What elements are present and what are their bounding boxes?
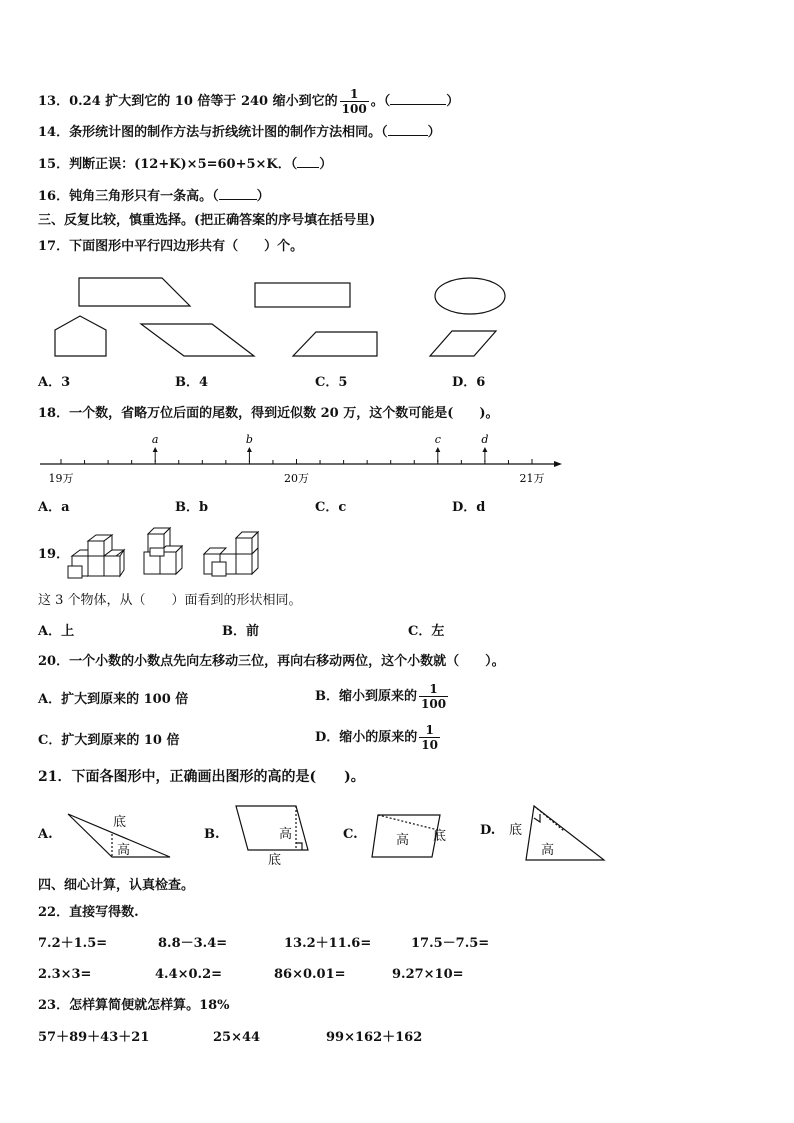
q20-option-d-fraction: $\frac{1}{10}$ [421, 723, 438, 752]
q21-label-d[interactable]: D. [480, 823, 496, 838]
q17-option-a[interactable]: A．3 [38, 375, 71, 390]
question-13: 13．0.24 扩大到它的 10 倍等于 240 缩小到它的 $\frac{1}{100}$ 。（ ） [38, 87, 460, 116]
question-17: 17．下面图形中平行四边形共有（ ）个。 [38, 239, 304, 254]
question-20: 20．一个小数的小数点先向左移动三位，再向右移动两位，这个小数就（ ）。 [38, 654, 505, 669]
q23-item-2: 25×44 [213, 1030, 261, 1045]
q13-text: 13．0.24 扩大到它的 10 倍等于 240 缩小到它的 [38, 94, 338, 109]
marker-a-label: a [151, 433, 159, 446]
axis-label: 19万 [48, 472, 74, 485]
axis-label: 20万 [284, 472, 309, 485]
q21-d-base-label: 底 [509, 823, 523, 838]
q19-option-a[interactable]: A．上 [38, 624, 75, 639]
q21-b-height-label: 高 [279, 827, 293, 842]
q18-option-a[interactable]: A．a [38, 500, 70, 515]
q20-option-c[interactable]: C．扩大到原来的 10 倍 [38, 733, 180, 748]
q21-b-base-label: 底 [268, 853, 282, 868]
q18-option-d[interactable]: D．d [452, 500, 486, 515]
q21-label-a[interactable]: A. [38, 827, 53, 842]
section-4-heading: 四、细心计算，认真检查。 [38, 878, 195, 893]
axis-label: 21万 [519, 472, 545, 485]
q20-option-d[interactable]: D．缩小的原来的 $\frac{1}{10}$ [315, 723, 438, 752]
q17-option-b[interactable]: B．4 [175, 375, 209, 390]
q21-label-c[interactable]: C. [343, 827, 358, 842]
q19-option-c[interactable]: C．左 [408, 624, 445, 639]
marker-d-label: d [481, 433, 489, 446]
q22-r2-c3: 86×0.01= [274, 967, 346, 982]
q21-d-height-label: 高 [541, 843, 555, 858]
q21-figure-d-triangle [526, 806, 604, 860]
q22-r1-c4: 17.5－7.5= [411, 936, 490, 951]
q21-a-base-label: 底 [113, 815, 127, 830]
q20-option-b-fraction: $\frac{1}{100}$ [421, 682, 447, 711]
marker-b-label: b [245, 433, 253, 446]
q23-item-3: 99×162＋162 [326, 1030, 423, 1045]
q20-option-b[interactable]: B．缩小到原来的 $\frac{1}{100}$ [315, 682, 447, 711]
q18-option-b[interactable]: B．b [175, 500, 209, 515]
q22-r1-c2: 8.8－3.4= [158, 936, 228, 951]
q21-c-height-label: 高 [396, 833, 410, 848]
q22-r1-c3: 13.2＋11.6= [284, 936, 372, 951]
question-15: 15．判断正误：(12+K)×5=60+5×K．（ ） [38, 157, 333, 172]
question-19-text: 这 3 个物体，从（ ）面看到的形状相同。 [38, 593, 302, 608]
question-19-number: 19． [38, 547, 70, 562]
q21-label-b[interactable]: B. [204, 827, 220, 842]
q22-r2-c2: 4.4×0.2= [155, 967, 223, 982]
q22-r2-c1: 2.3×3= [38, 967, 92, 982]
section-3-heading: 三、反复比较，慎重选择。(把正确答案的序号填在括号里) [38, 213, 376, 228]
question-23: 23．怎样算简便就怎样算。18% [38, 998, 230, 1013]
question-18: 18．一个数，省略万位后面的尾数，得到近似数 20 万，这个数可能是( )。 [38, 406, 499, 421]
q18-option-c[interactable]: C．c [315, 500, 347, 515]
marker-c-label: c [434, 433, 441, 446]
q23-item-1: 57＋89＋43＋21 [38, 1030, 150, 1045]
q22-r1-c1: 7.2＋1.5= [38, 936, 108, 951]
q22-r2-c4: 9.27×10= [392, 967, 464, 982]
q20-option-a[interactable]: A．扩大到原来的 100 倍 [38, 692, 189, 707]
q21-a-height-label: 高 [117, 843, 131, 858]
question-14: 14．条形统计图的制作方法与折线统计图的制作方法相同。（ ） [38, 125, 441, 140]
question-16: 16．钝角三角形只有一条高。（ ） [38, 189, 270, 204]
question-22: 22．直接写得数. [38, 905, 139, 920]
q13-fraction: $\frac{1}{100}$ [341, 87, 367, 116]
q21-figure-c-height [378, 815, 438, 830]
q17-option-c[interactable]: C．5 [315, 375, 348, 390]
q19-option-b[interactable]: B．前 [222, 624, 259, 639]
q17-option-d[interactable]: D．6 [452, 375, 486, 390]
question-21: 21．下面各图形中，正确画出图形的高的是( )。 [38, 769, 365, 785]
q21-c-base-label: 底 [433, 829, 447, 844]
q21-figure-d-height [534, 806, 564, 831]
